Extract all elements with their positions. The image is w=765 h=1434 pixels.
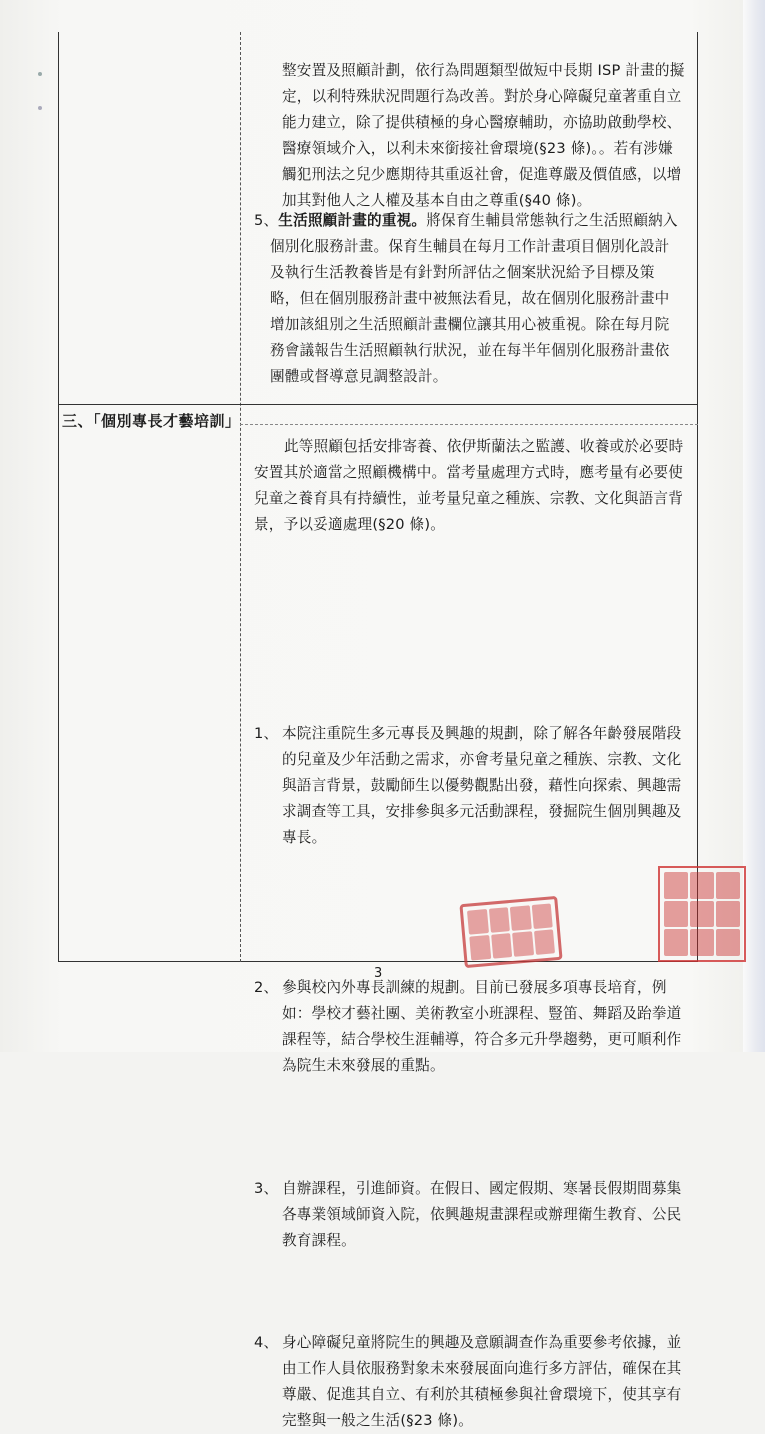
text-line: 醫療領域介入，以利未來銜接社會環境(§23 條)。。若有涉嫌: [282, 140, 673, 157]
text-line: 團體或督導意見調整設計。: [270, 368, 448, 385]
text-line: 教育課程。: [282, 1232, 356, 1249]
list-item-1: [254, 721, 694, 851]
item-title: 生活照顧計畫的重視。: [278, 212, 427, 229]
text-line: 務會議報告生活照顧執行狀況，並在每半年個別化服務計畫依: [270, 342, 670, 359]
text-line: 定，以利特殊狀況問題行為改善。對於身心障礙兒童著重自立: [282, 88, 682, 105]
text-line: 及執行生活教養皆是有針對所評估之個案狀況給予目標及策: [270, 264, 655, 281]
text-line: 課程等，結合學校生涯輔導，符合多元升學趨勢，更可順利作: [282, 1031, 682, 1048]
text-line: 加其對他人之人權及基本自由之尊重(§40 條)。: [282, 192, 592, 209]
text-line: 安置其於適當之照顧機構中。當考量處理方式時，應考量有必要使: [254, 464, 684, 481]
text-line: 能力建立，除了提供積極的身心醫療輔助，亦協助啟動學校、: [282, 114, 682, 131]
representative-seal-icon: [658, 866, 746, 962]
text-line: 專長。: [282, 829, 327, 846]
text-line: 此等照顧包括安排寄養、依伊斯蘭法之監護、收養或於必要時: [284, 438, 684, 455]
text-line: 個別化服務計畫。保育生輔員在每月工作計畫項目個別化設計: [270, 238, 670, 255]
section-heading: 三、「個別專長才藝培訓」: [62, 412, 241, 430]
item-number: 3、: [254, 1180, 279, 1197]
text-line: 參與校內外專長訓練的規劃。目前已發展多項專長培育，例: [282, 979, 667, 996]
item-number: 5、: [254, 212, 279, 229]
text-line: 兒童之養育具有持續性，並考量兒童之種族、宗教、文化與語言背: [254, 490, 684, 507]
organization-seal-icon: [459, 896, 562, 968]
text-line: 求調查等工具，安排參與多元活動課程，發掘院生個別興趣及: [282, 803, 682, 820]
list-item-4: [254, 1330, 694, 1434]
list-item-3: [254, 1176, 694, 1254]
text-line: 為院生未來發展的重點。: [282, 1057, 445, 1074]
item-number: 1、: [254, 725, 279, 742]
text-line: 各專業領域師資入院，依興趣規畫課程或辦理衛生教育、公民: [282, 1206, 682, 1223]
text-line: 本院注重院生多元專長及興趣的規劃，除了解各年齡發展階段: [282, 725, 682, 742]
text-line: 由工作人員依服務對象未來發展面向進行多方評估，確保在其: [282, 1360, 682, 1377]
text-line: 與語言背景，鼓勵師生以優勢觀點出發，藉性向探索、興趣需: [282, 777, 682, 794]
text-line: 自辦課程，引進師資。在假日、國定假期、寒暑長假期間募集: [282, 1180, 682, 1197]
text-line: 如：學校才藝社團、美術教室小班課程、豎笛、舞蹈及跆拳道: [282, 1005, 682, 1022]
item-number: 2、: [254, 979, 279, 996]
item-number: 4、: [254, 1334, 279, 1351]
continuation-paragraph: [254, 58, 694, 214]
text-line: 整安置及照顧計劃，依行為問題類型做短中長期 ISP 計畫的擬: [282, 62, 685, 79]
page-number: 3: [374, 966, 383, 981]
row-divider: [58, 404, 698, 405]
intro-paragraph: [254, 434, 694, 538]
scan-speck: [38, 106, 42, 110]
column-divider: [240, 32, 241, 962]
text-line: 略，但在個別服務計畫中被無法看見，故在個別化服務計畫中: [270, 290, 670, 307]
text-line: 尊嚴、促進其自立、有利於其積極參與社會環境下，使其享有: [282, 1386, 682, 1403]
list-item-5: [254, 208, 694, 390]
text-line: 觸犯刑法之兒少應期待其重返社會，促進尊嚴及價值感，以增: [282, 166, 682, 183]
row-subdivider: [240, 424, 698, 425]
text-line: 景，予以妥適處理(§20 條)。: [254, 516, 446, 533]
text-line: 的兒童及少年活動之需求，亦會考量兒童之種族、宗教、文化: [282, 751, 682, 768]
text-line: 增加該組別之生活照顧計畫欄位讓其用心被重視。除在每月院: [270, 316, 670, 333]
list-item-2: [254, 975, 694, 1079]
text-line: 將保育生輔員常態執行之生活照顧納入: [426, 212, 678, 229]
scan-speck: [38, 72, 42, 76]
text-line: 身心障礙兒童將院生的興趣及意願調查作為重要參考依據，並: [282, 1334, 682, 1351]
text-line: 完整與一般之生活(§23 條)。: [282, 1412, 474, 1429]
scan-edge: [743, 0, 765, 1052]
